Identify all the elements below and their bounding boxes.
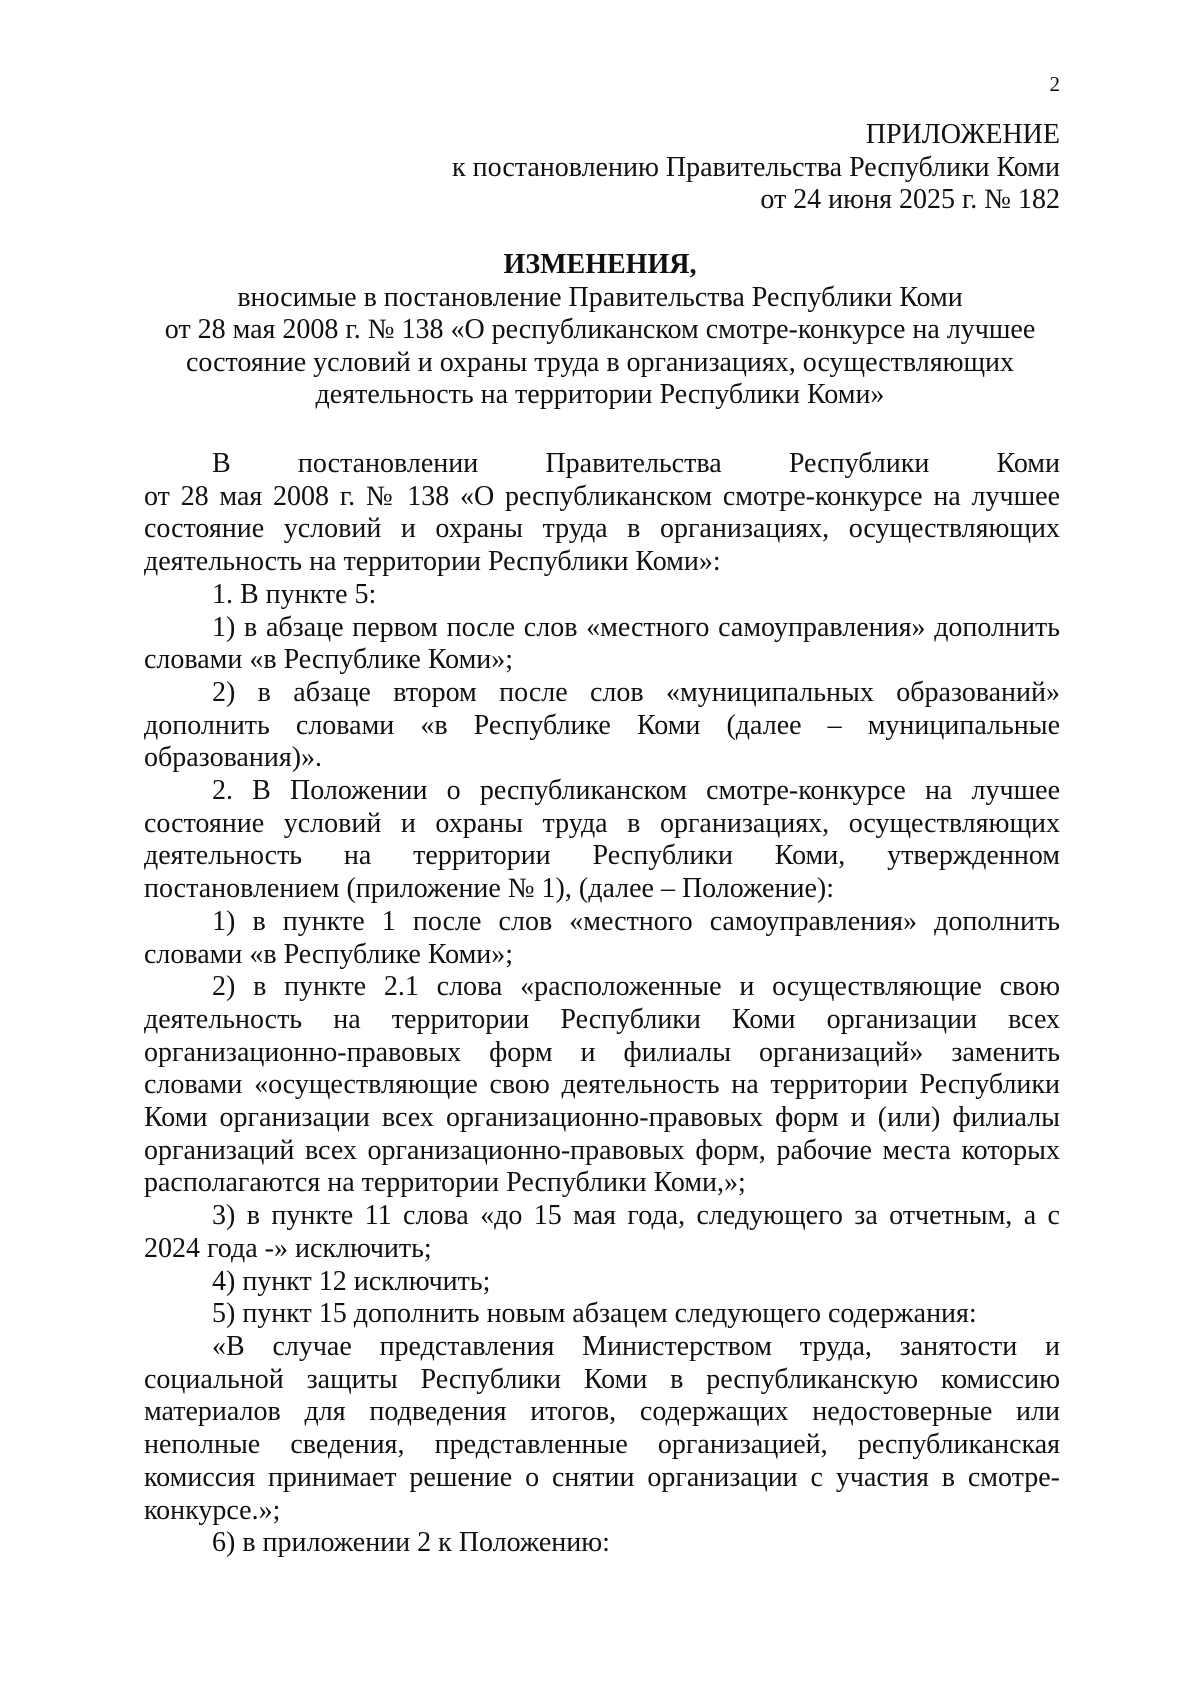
paragraph-item: 1. В пункте 5: <box>212 578 377 610</box>
paragraph-item: 6) в приложении 2 к Положению: <box>212 1527 610 1559</box>
appendix-line-2: от 24 июня 2025 г. № 182 <box>760 184 1060 215</box>
document-title <box>140 249 1060 412</box>
document-body <box>144 448 1060 1560</box>
paragraph-intro-first-line: В постановлении Правительства Республики Коми <box>212 448 1060 479</box>
appendix-label: ПРИЛОЖЕНИЕ <box>865 119 1060 150</box>
paragraph-item: 1) в абзаце первом после слов «местного самоуправления» дополнить словами «в Республике Коми»; <box>144 611 1060 676</box>
title-heading: ИЗМЕНЕНИЯ, <box>503 249 697 280</box>
paragraph-item: 1) в пункте 1 после слов «местного самоуправления» дополнить словами «в Республике Коми»; <box>144 905 1060 970</box>
page-number: 2 <box>1049 72 1060 96</box>
paragraph-item: 2) в абзаце втором после слов «муниципальных образований» дополнить словами «в Республике Коми (далее – муниципальные образования)». <box>144 676 1060 774</box>
paragraph-item: «В случае представления Министерством труда, занятости и социальной защиты Республики Коми в республиканскую комиссию материалов для подведения итогов, содержащих недостоверные или неполные сведения, представленные организацией, республиканская комиссия принимает решение о снятии организации с участия в смотре-конкурсе.»; <box>144 1330 1060 1526</box>
title-line-3: состояние условий и охраны труда в организациях, осуществляющих <box>185 346 1015 378</box>
appendix-line-1: к постановлению Правительства Республики Коми <box>452 151 1060 183</box>
title-line-4: деятельность на территории Республики Коми» <box>315 379 885 410</box>
title-line-2: от 28 мая 2008 г. № 138 «О республиканском смотре-конкурсе на лучшее <box>164 314 1036 345</box>
appendix-header <box>400 119 1060 217</box>
paragraph-item: 2) в пункте 2.1 слова «расположенные и осуществляющие свою деятельность на территории Республики Коми организации всех организационно-правовых форм и филиалы организаций» заменить словами «осуществляющие свою деятельность на территории Республики Коми организации всех организационно-правовых форм и (или) филиалы организаций всех организационно-правовых форм, рабочие места которых располагаются на территории Республики Коми,»; <box>144 971 1060 1199</box>
paragraph-intro: от 28 мая 2008 г. № 138 «О республиканском смотре-конкурсе на лучшее состояние условий и охраны труда в организациях, осуществляющих деятельность на территории Республики Коми»: <box>144 480 1060 578</box>
title-line-1: вносимые в постановление Правительства Республики Коми <box>237 281 963 313</box>
paragraph-item: 2. В Положении о республиканском смотре-конкурсе на лучшее состояние условий и охраны труда в организациях, осуществляющих деятельность на территории Республики Коми, утвержденном постановлением (приложение № 1), (далее – Положение): <box>144 775 1060 905</box>
paragraph-item: 3) в пункте 11 слова «до 15 мая года, следующего за отчетным, а с 2024 года -» исключить; <box>144 1200 1060 1264</box>
paragraph-item: 4) пункт 12 исключить; <box>212 1265 491 1297</box>
paragraph-item: 5) пункт 15 дополнить новым абзацем следующего содержания: <box>212 1298 977 1330</box>
